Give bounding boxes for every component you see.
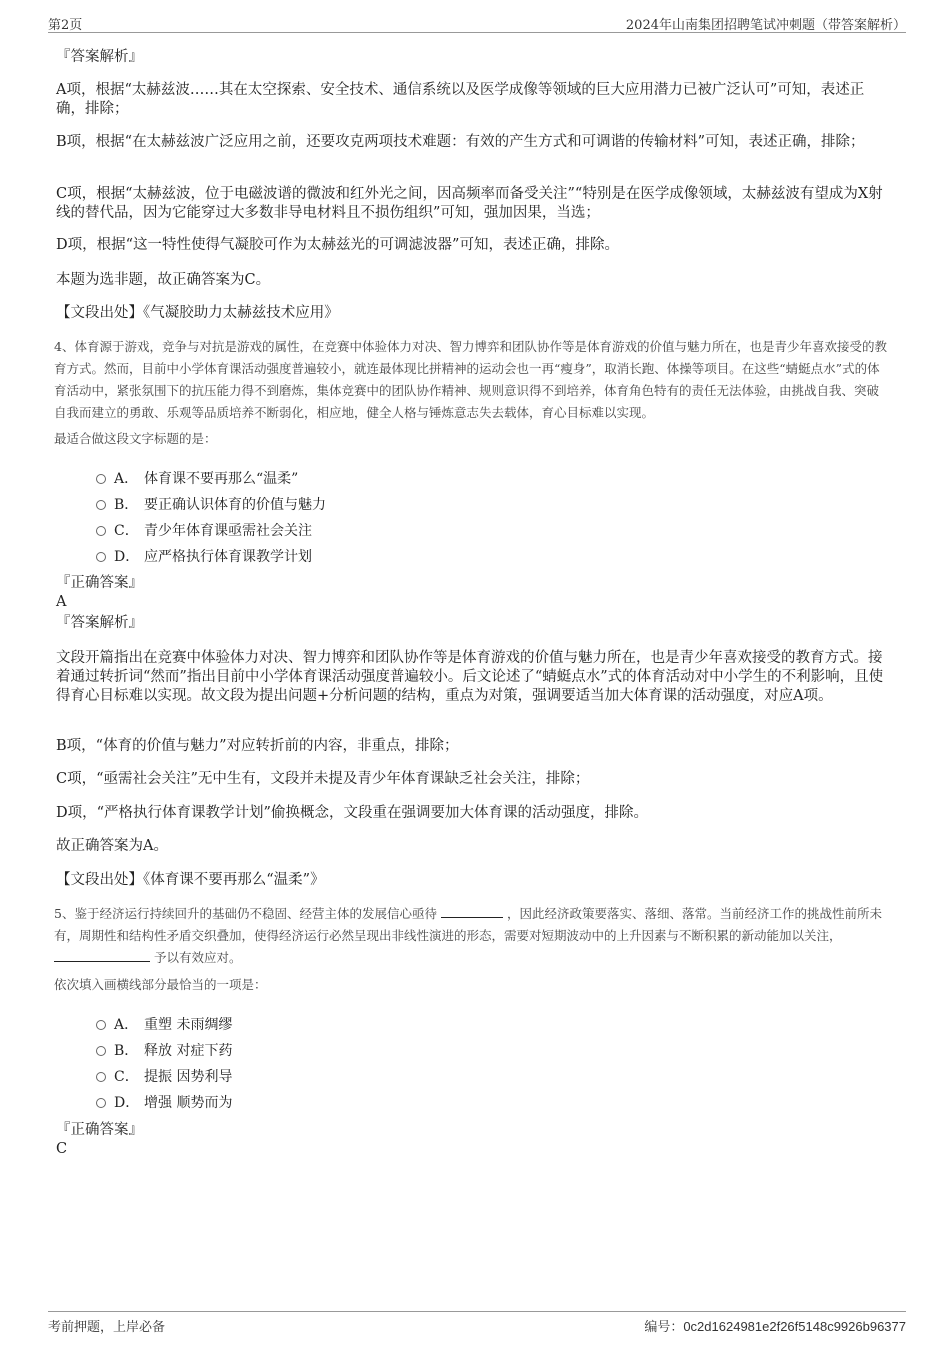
radio-icon[interactable] <box>96 1098 106 1108</box>
q4-answer: A <box>56 594 67 610</box>
radio-icon[interactable] <box>96 1072 106 1082</box>
q3-analysis-b: B项，根据“在太赫兹波广泛应用之前，还要攻克两项技术难题：有效的产生方式和可调谐的传输材料”可知，表述正确，排除； <box>56 134 865 150</box>
q4-prompt: 最适合做这段文字标题的是： <box>54 431 217 446</box>
q4-analysis-d: D项，“严格执行体育课教学计划”偷换概念，文段重在强调要加大体育课的活动强度，排除。 <box>56 805 648 821</box>
q4-option-d[interactable]: D． 应严格执行体育课教学计划 <box>96 546 312 566</box>
q4-analysis-b: B项，“体育的价值与魅力”对应转折前的内容，非重点，排除； <box>56 738 459 754</box>
radio-icon[interactable] <box>96 474 106 484</box>
q3-analysis-d: D项，根据“这一特性使得气凝胶可作为太赫兹光的可调滤波器”可知，表述正确，排除。 <box>56 237 619 253</box>
radio-icon[interactable] <box>96 1020 106 1030</box>
q4-option-a[interactable]: A． 体育课不要再那么“温柔” <box>96 468 298 488</box>
q5-answer: C <box>56 1141 68 1157</box>
q4-analysis-c: C项，“亟需社会关注”无中生有，文段并未提及青少年体育课缺乏社会关注，排除； <box>56 771 590 787</box>
radio-icon[interactable] <box>96 526 106 536</box>
q4-stem: 4、体育源于游戏，竞争与对抗是游戏的属性，在竞赛中体验体力对决、智力博弈和团队协作等是体育游戏的价值与魅力所在，也是青少年喜欢接受的教育方式。然而，目前中小学体育课活动强度普遍较小，就连最体现比拼精神的运动会也一再“瘦身”，取消长跑、体操等项目。在这些“蜻蜓点水”式的体育活动中，紧张氛围下的抗压能力得不到磨炼，集体竞赛中的团队协作精神、规则意识得不到培养，体育角色特有的责任无法体验，由挑战自我、突破自我而建立的勇敢、乐观等品质培养不断弱化，相应地，健全人格与锤炼意志失去载体，育心目标难以实现。 <box>54 339 887 420</box>
q5-answer-heading: 『正确答案』 <box>56 1122 143 1138</box>
q3-analysis-c: C项，根据“太赫兹波，位于电磁波谱的微波和红外光之间，因高频率而备受关注”“特别是在医学成像领域，太赫兹波有望成为X射线的替代品，因为它能穿过大多数非导电材料且不损伤组织”可知，强加因果，当选； <box>56 186 883 221</box>
q3-source: 【文段出处】《气凝胶助力太赫兹技术应用》 <box>56 305 339 321</box>
document-title: 2024年山南集团招聘笔试冲刺题（带答案解析） <box>625 18 906 33</box>
q5-option-c[interactable]: C． 提振 因势利导 <box>96 1066 232 1086</box>
page-footer <box>48 1311 906 1336</box>
q4-option-b[interactable]: B． 要正确认识体育的价值与魅力 <box>96 494 326 514</box>
q4-analysis-main: 文段开篇指出在竞赛中体验体力对决、智力博弈和团队协作等是体育游戏的价值与魅力所在，也是青少年喜欢接受的教育方式。接着通过转折词“然而”指出目前中小学体育课活动强度普遍较小。后文论述了“蜻蜓点水”式的体育活动对中小学生的不利影响，且使得育心目标难以实现。故文段为提出问题+分析问题的结构，重点为对策，强调要适当加大体育课的活动强度，对应A项。 <box>56 650 884 704</box>
q3-analysis-heading: 『答案解析』 <box>56 49 143 65</box>
q4-option-c[interactable]: C． 青少年体育课亟需社会关注 <box>96 520 312 540</box>
q4-source: 【文段出处】《体育课不要再那么“温柔”》 <box>56 872 325 888</box>
page-number: 第2页 <box>48 18 83 33</box>
q3-conclusion: 本题为选非题，故正确答案为C。 <box>56 272 271 288</box>
radio-icon[interactable] <box>96 552 106 562</box>
radio-icon[interactable] <box>96 500 106 510</box>
q5-option-d[interactable]: D． 增强 顺势而为 <box>96 1092 232 1112</box>
q5-prompt: 依次填入画横线部分最恰当的一项是： <box>54 977 267 992</box>
q3-analysis-a: A项，根据“太赫兹波……其在太空探索、安全技术、通信系统以及医学成像等领域的巨大应用潜力已被广泛认可”可知，表述正确，排除； <box>56 82 865 117</box>
q4-answer-heading: 『正确答案』 <box>56 575 143 591</box>
q5-option-b[interactable]: B． 释放 对症下药 <box>96 1040 232 1060</box>
document-code: 编号：0c2d1624981e2f26f5148c9926b96377 <box>644 1319 906 1335</box>
fill-blank-2[interactable] <box>54 949 150 962</box>
q5-option-a[interactable]: A． 重塑 未雨绸缪 <box>96 1014 232 1034</box>
q4-conclusion: 故正确答案为A。 <box>56 838 168 854</box>
q5-stem: 5、鉴于经济运行持续回升的基础仍不稳固、经营主体的发展信心亟待 ，因此经济政策要落实、落细、落常。当前经济工作的挑战性前所未有，周期性和结构性矛盾交织叠加，使得经济运行必然呈现出非线性演进的形态，需要对短期波动中的上升因素与不断积累的新动能加以关注， 予以有效应对。 <box>54 906 882 965</box>
fill-blank-1[interactable] <box>441 905 503 918</box>
footer-slogan: 考前押题，上岸必备 <box>48 1320 166 1335</box>
radio-icon[interactable] <box>96 1046 106 1056</box>
page-header <box>48 10 906 33</box>
q4-analysis-heading: 『答案解析』 <box>56 615 143 631</box>
